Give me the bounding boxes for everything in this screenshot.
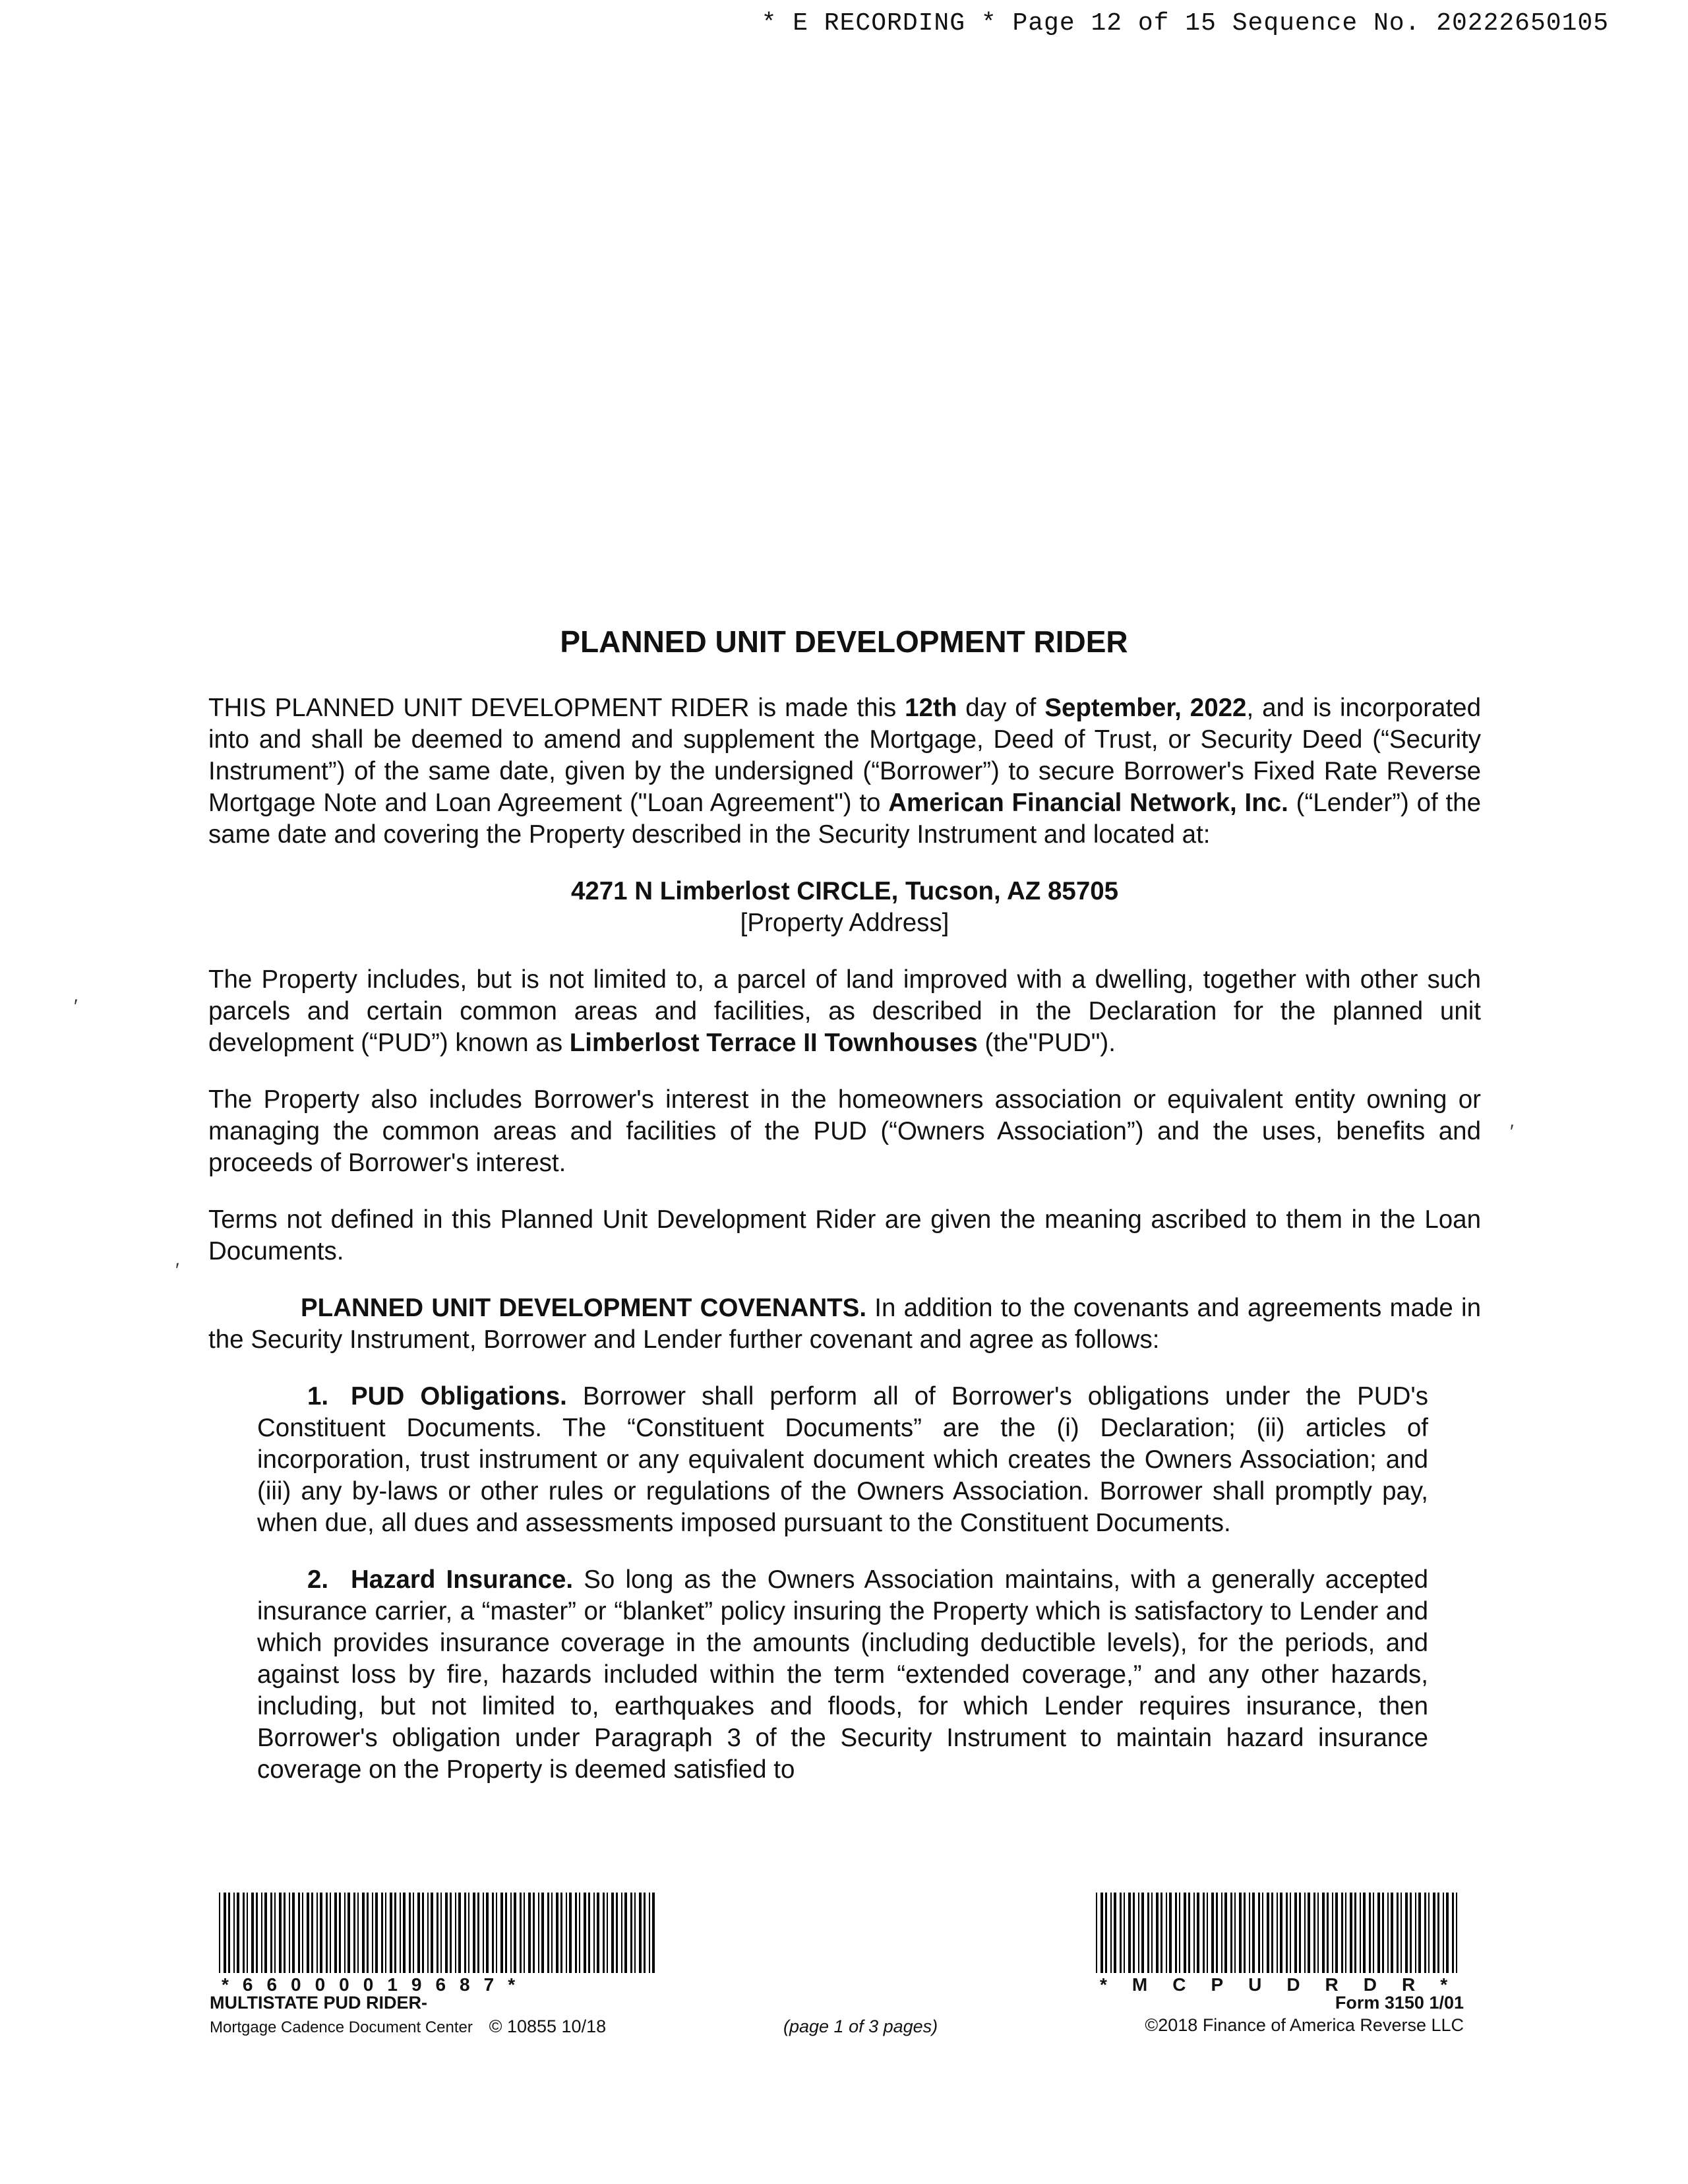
barcode-bar: [1456, 1893, 1457, 1973]
barcode-bar: [1405, 1893, 1408, 1973]
barcode-bar: [569, 1893, 572, 1973]
barcode-bar: [1249, 1893, 1250, 1973]
barcode-bar: [1221, 1893, 1222, 1973]
barcode-bar: [1096, 1893, 1097, 1973]
barcode-bar: [274, 1893, 276, 1973]
barcode-bar: [353, 1893, 355, 1973]
item-heading: PUD Obligations.: [351, 1382, 567, 1410]
barcode-bar: [311, 1893, 313, 1973]
barcode-bar: [500, 1893, 503, 1973]
barcode-bar: [1354, 1893, 1356, 1973]
barcode-bar: [1294, 1893, 1297, 1973]
doc-center: [210, 2017, 606, 2037]
barcode-bar: [464, 1893, 466, 1973]
barcode-bar: [270, 1893, 272, 1973]
barcode-bar: [1290, 1893, 1291, 1973]
barcode-bar: [1124, 1893, 1125, 1973]
barcode-bar: [652, 1893, 655, 1973]
barcode-bar: [1100, 1893, 1103, 1973]
barcode-bar: [403, 1893, 406, 1973]
barcode-bar: [496, 1893, 497, 1973]
barcode-bar: [1110, 1893, 1112, 1973]
barcode-bar: [1271, 1893, 1273, 1973]
barcode-bar: [284, 1893, 286, 1973]
barcode-bar: [347, 1893, 350, 1973]
scan-mark: ′: [1510, 1121, 1514, 1143]
barcode-bar: [279, 1893, 282, 1973]
barcode-bar: [1175, 1893, 1177, 1973]
barcode-bar: [541, 1893, 544, 1973]
covenants-heading: PLANNED UNIT DEVELOPMENT COVENANTS.: [301, 1294, 867, 1322]
barcode-bar: [1151, 1893, 1153, 1973]
barcode-bar: [307, 1893, 309, 1973]
barcode-bar: [1133, 1893, 1135, 1973]
barcode-bar: [1128, 1893, 1131, 1973]
barcode-bar: [1267, 1893, 1269, 1973]
barcode-bar: [394, 1893, 396, 1973]
barcode-bar: [247, 1893, 248, 1973]
barcode-bar: [400, 1893, 401, 1973]
barcode-bar: [445, 1893, 448, 1973]
barcode-bar: [1252, 1893, 1255, 1973]
covenant-item-1: [257, 1381, 1428, 1539]
intro-text-1: THIS PLANNED UNIT DEVELOPMENT RIDER is made this: [208, 694, 905, 722]
barcode-bar: [1391, 1893, 1393, 1973]
barcode-bar: [1332, 1893, 1333, 1973]
covenant-item-2: [257, 1564, 1428, 1786]
barcode-bar: [344, 1893, 346, 1973]
barcode-bar: [1341, 1893, 1343, 1973]
barcode-bar: [551, 1893, 553, 1973]
item-text: Borrower shall perform all of Borrower's obligations under the PUD's Constituent Documents. The “Constituent Documents” are the (i) Declaration; (ii) articles of incorporation, trust instrument or any equivalent document which creates the Owners Association; and (iii) any by-laws or other rules or regulations of the Owners Association. Borrower shall promptly pay, when due, all dues and assessments imposed pursuant to the Constituent Documents.: [257, 1382, 1428, 1537]
barcode-bar: [1207, 1893, 1208, 1973]
barcode-bar: [1345, 1893, 1346, 1973]
barcode-bar: [1313, 1893, 1315, 1973]
form-name: MULTISTATE PUD RIDER-: [210, 1993, 427, 2013]
barcode-bar: [326, 1893, 328, 1973]
barcode-bar: [588, 1893, 590, 1973]
doc-code: © 10855 10/18: [489, 2017, 607, 2036]
barcode-bar: [1141, 1893, 1144, 1973]
barcode-bar: [616, 1893, 618, 1973]
barcode-bar: [458, 1893, 461, 1973]
barcode-bar: [1188, 1893, 1190, 1973]
barcode-bar: [1424, 1893, 1426, 1973]
intro-text-2: day of: [957, 694, 1045, 722]
barcode-bar: [316, 1893, 318, 1973]
barcode-bar: [630, 1893, 632, 1973]
barcode-bar: [477, 1893, 479, 1973]
barcode-bar: [264, 1893, 267, 1973]
barcode-bar: [417, 1893, 420, 1973]
barcode-bar: [1120, 1893, 1122, 1973]
doc-center-label: Mortgage Cadence Document Center: [210, 2018, 473, 2036]
barcode-bar: [362, 1893, 365, 1973]
barcode-bar: [1114, 1893, 1116, 1973]
barcode-bar: [634, 1893, 636, 1973]
barcode-bar: [621, 1893, 622, 1973]
property-address: 4271 N Limberlost CIRCLE, Tucson, AZ 85705: [570, 877, 1119, 905]
barcode-bar: [1387, 1893, 1389, 1973]
barcode-bar: [256, 1893, 258, 1973]
item-number: 1.: [307, 1382, 329, 1410]
barcode-bar: [624, 1893, 627, 1973]
intro-text-3: , and is incorporated into and shall be deemed to amend and supplement the Mortgage, Deed of Trust, or Security Deed (“Security Instrument”) of the same date, given by the undersigned (“Borrower”) to secure Borrower's Fixed Rate Reverse Mortgage Note and Loan Agreement ("Loan Agreement") to: [208, 694, 1481, 817]
barcode-bar: [579, 1893, 580, 1973]
barcode-bar: [1169, 1893, 1172, 1973]
barcode-bar: [1239, 1893, 1242, 1973]
barcode-bar: [1211, 1893, 1214, 1973]
barcode-bar: [237, 1893, 239, 1973]
barcode-bar: [1156, 1893, 1159, 1973]
property-includes-paragraph: [208, 964, 1481, 1059]
recording-header: * E RECORDING * Page 12 of 15 Sequence No. 20222650105: [761, 9, 1609, 38]
lender-name: American Financial Network, Inc.: [888, 789, 1288, 817]
barcode-bar: [1258, 1893, 1260, 1973]
covenants-paragraph: [208, 1292, 1481, 1356]
barcode-bar: [455, 1893, 456, 1973]
barcode-bar: [1350, 1893, 1352, 1973]
page-info: (page 1 of 3 pages): [783, 2017, 938, 2036]
barcode-bar: [1415, 1893, 1416, 1973]
barcode-bar: [440, 1893, 442, 1973]
barcode-bar: [1437, 1893, 1439, 1973]
barcode-bar: [251, 1893, 254, 1973]
barcode-bar: [1193, 1893, 1195, 1973]
item-text: So long as the Owners Association maintains, with a generally accepted insurance carrier, a “master” or “blanket” policy insuring the Property which is satisfactory to Lender and which provides insurance coverage in the amounts (including deductible levels), for the periods, and against loss by fire, hazards included within the term “extended coverage,” and any other hazards, including, but not limited to, earthquakes and floods, for which Lender requires insurance, then Borrower's obligation under Paragraph 3 of the Security Instrument to maintain hazard insurance coverage on the Property is deemed satisfied to: [257, 1565, 1428, 1784]
owners-association-paragraph: The Property also includes Borrower's interest in the homeowners association or equivalent entity owning or managing the common areas and facilities of the PUD (“Owners Association”) and the uses, benefits and proceeds of Borrower's interest.: [208, 1085, 1481, 1177]
barcode-bar: [556, 1893, 558, 1973]
barcode-bar: [1262, 1893, 1263, 1973]
left-barcode-icon: [218, 1893, 659, 1973]
terms-paragraph: Terms not defined in this Planned Unit Development Rider are given the meaning ascribed to them in the Loan Documents.: [208, 1205, 1481, 1265]
barcode-bar: [1327, 1893, 1329, 1973]
barcode-bar: [385, 1893, 386, 1973]
barcode-bar: [505, 1893, 507, 1973]
document-body: [208, 692, 1481, 1811]
barcode-bar: [339, 1893, 341, 1973]
barcode-bar: [1179, 1893, 1180, 1973]
barcode-bar: [1363, 1893, 1366, 1973]
barcode-bar: [1203, 1893, 1205, 1973]
barcode-bar: [639, 1893, 642, 1973]
barcode-bar: [1224, 1893, 1227, 1973]
barcode-bar: [473, 1893, 475, 1973]
property-address-label: [Property Address]: [740, 909, 950, 937]
rider-day: 12th: [905, 694, 957, 722]
barcode-bar: [510, 1893, 512, 1973]
barcode-bar: [1166, 1893, 1167, 1973]
barcode-bar: [437, 1893, 438, 1973]
barcode-bar: [584, 1893, 586, 1973]
rider-date: September, 2022: [1044, 694, 1247, 722]
barcode-bar: [1397, 1893, 1399, 1973]
barcode-bar: [1230, 1893, 1232, 1973]
barcode-bar: [1244, 1893, 1246, 1973]
barcode-bar: [611, 1893, 614, 1973]
covenant-list: [257, 1381, 1428, 1786]
barcode-bar: [1280, 1893, 1282, 1973]
barcode-bar: [1428, 1893, 1430, 1973]
barcode-bar: [644, 1893, 646, 1973]
barcode-bar: [486, 1893, 489, 1973]
para2-text-1: The Property includes, but is not limited to, a parcel of land improved with a dwelling, together with other such parcels and certain common areas and facilities, as described in the Declaration for the planned unit development (“PUD”) known as: [208, 965, 1481, 1057]
barcode-bar: [289, 1893, 290, 1973]
barcode-bar: [261, 1893, 262, 1973]
barcode-bar: [1360, 1893, 1361, 1973]
barcode-bar: [607, 1893, 608, 1973]
barcode-bar: [1443, 1893, 1444, 1973]
barcode-bar: [292, 1893, 295, 1973]
intro-text-4: (“Lender”) of the same date and covering the Property described in the Security Instrument and located at:: [208, 789, 1481, 849]
barcode-bar: [298, 1893, 300, 1973]
barcode-bar: [367, 1893, 369, 1973]
barcode-bar: [422, 1893, 424, 1973]
barcode-bar: [492, 1893, 494, 1973]
barcode-bar: [1401, 1893, 1402, 1973]
barcode-bar: [1216, 1893, 1218, 1973]
barcode-bar: [1304, 1893, 1306, 1973]
barcode-bar: [228, 1893, 230, 1973]
barcode-bar: [566, 1893, 567, 1973]
barcode-bar: [483, 1893, 484, 1973]
barcode-bar: [1433, 1893, 1435, 1973]
scan-mark: ′: [74, 996, 78, 1017]
barcode-bar: [1105, 1893, 1107, 1973]
barcode-bar: [1373, 1893, 1374, 1973]
barcode-bar: [1377, 1893, 1380, 1973]
barcode-bar: [302, 1893, 303, 1973]
barcode-bar: [603, 1893, 605, 1973]
barcode-bar: [575, 1893, 577, 1973]
barcode-bar: [1382, 1893, 1384, 1973]
barcode-bar: [538, 1893, 539, 1973]
barcode-bar: [243, 1893, 245, 1973]
barcode-bar: [1317, 1893, 1319, 1973]
barcode-bar: [593, 1893, 595, 1973]
barcode-bar: [357, 1893, 359, 1973]
barcode-bar: [533, 1893, 535, 1973]
barcode-bar: [1369, 1893, 1371, 1973]
para2-text-2: (the"PUD").: [977, 1029, 1116, 1057]
barcode-bar: [1452, 1893, 1454, 1973]
right-barcode-icon: [1095, 1893, 1464, 1973]
item-number: 2.: [307, 1565, 329, 1594]
barcode-bar: [320, 1893, 322, 1973]
left-barcode-text: *66000019687*: [222, 1974, 529, 1995]
barcode-bar: [219, 1893, 220, 1973]
barcode-bar: [1184, 1893, 1186, 1973]
barcode-bar: [375, 1893, 378, 1973]
barcode-bar: [224, 1893, 226, 1973]
barcode-bar: [1197, 1893, 1199, 1973]
covenants-text: In addition to the covenants and agreements made in the Security Instrument, Borrower and Lender further covenant and agree as follows:: [208, 1294, 1481, 1354]
barcode-bar: [1234, 1893, 1236, 1973]
barcode-bar: [468, 1893, 469, 1973]
document-footer: [0, 1893, 1688, 2036]
barcode-bar: [330, 1893, 331, 1973]
item-heading: Hazard Insurance.: [351, 1565, 574, 1594]
barcode-bar: [649, 1893, 650, 1973]
scan-mark: ′: [175, 1259, 179, 1281]
document-title: PLANNED UNIT DEVELOPMENT RIDER: [560, 624, 1128, 659]
barcode-bar: [1308, 1893, 1310, 1973]
barcode-bar: [1299, 1893, 1301, 1973]
barcode-bar: [233, 1893, 235, 1973]
barcode-bar: [514, 1893, 516, 1973]
form-number: Form 3150 1/01: [1335, 1993, 1464, 2013]
barcode-bar: [409, 1893, 411, 1973]
pud-name: Limberlost Terrace II Townhouses: [569, 1029, 978, 1057]
barcode-bar: [528, 1893, 531, 1973]
barcode-bar: [520, 1893, 522, 1973]
barcode-bar: [334, 1893, 337, 1973]
barcode-bar: [1446, 1893, 1449, 1973]
right-barcode-text: *MCPUDRDR*: [1100, 1974, 1473, 1995]
barcode-bar: [547, 1893, 549, 1973]
barcode-bar: [1277, 1893, 1278, 1973]
barcode-bar: [427, 1893, 429, 1973]
barcode-bar: [1410, 1893, 1412, 1973]
barcode-bar: [450, 1893, 452, 1973]
barcode-bar: [1147, 1893, 1149, 1973]
barcode-bar: [1418, 1893, 1421, 1973]
barcode-bar: [372, 1893, 373, 1973]
barcode-bar: [381, 1893, 383, 1973]
barcode-bar: [1335, 1893, 1338, 1973]
barcode-bar: [1322, 1893, 1325, 1973]
barcode-bar: [1138, 1893, 1139, 1973]
barcode-bar: [1286, 1893, 1288, 1973]
barcode-bar: [431, 1893, 433, 1973]
barcode-bar: [413, 1893, 414, 1973]
barcode-bar: [560, 1893, 562, 1973]
barcode-bar: [390, 1893, 392, 1973]
barcode-bar: [524, 1893, 525, 1973]
barcode-bar: [597, 1893, 599, 1973]
copyright: ©2018 Finance of America Reverse LLC: [1145, 2015, 1464, 2035]
intro-paragraph: [208, 692, 1481, 851]
barcode-bar: [1160, 1893, 1162, 1973]
